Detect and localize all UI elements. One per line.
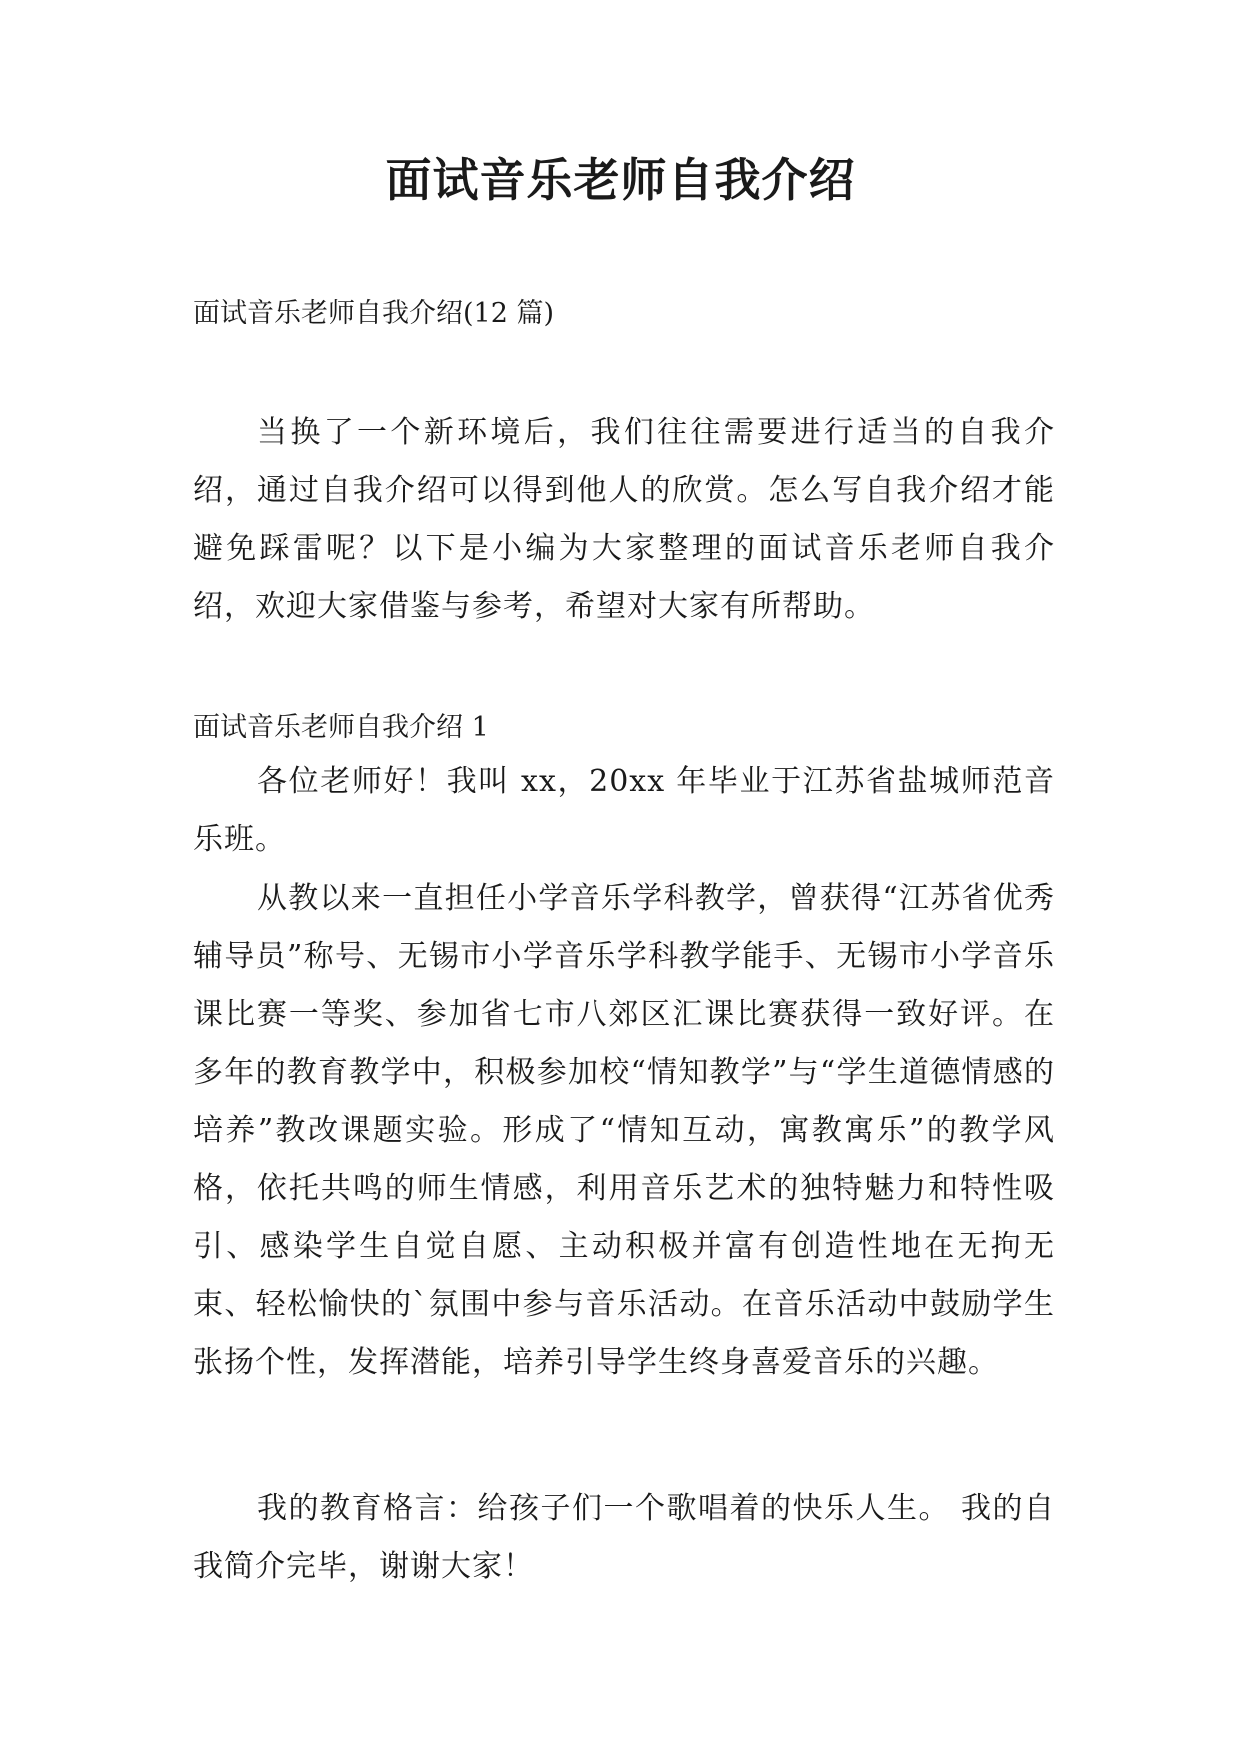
body-paragraph: 我的教育格言：给孩子们一个歌唱着的快乐人生。 我的自我简介完毕，谢谢大家！ bbox=[193, 1491, 1055, 1584]
section-heading: 面试音乐老师自我介绍 1 bbox=[193, 712, 489, 743]
body-paragraph: 从教以来一直担任小学音乐学科教学，曾获得“江苏省优秀辅导员”称号、无锡市小学音乐学科教学能手、无锡市小学音乐课比赛一等奖、参加省七市八郊区汇课比赛获得一致好评。在多年的教育教学中，积极参加校“情知教学”与“学生道德情感的培养”教改课题实验。形成了“情知互动，寓教寓乐”的教学风格，依托共鸣的师生情感，利用音乐艺术的独特魅力和特性吸引、感染学生自觉自愿、主动积极并富有创造性地在无拘无束、轻松愉快的`氛围中参与音乐活动。在音乐活动中鼓励学生张扬个性，发挥潜能，培养引导学生终身喜爱音乐的兴趣。 bbox=[193, 881, 1055, 1380]
document-title: 面试音乐老师自我介绍 bbox=[385, 153, 856, 207]
intro-paragraph: 当换了一个新环境后，我们往往需要进行适当的自我介绍，通过自我介绍可以得到他人的欣赏。怎么写自我介绍才能避免踩雷呢？以下是小编为大家整理的面试音乐老师自我介绍，欢迎大家借鉴与参考，希望对大家有所帮助。 bbox=[193, 415, 1055, 624]
document-subtitle: 面试音乐老师自我介绍(12 篇) bbox=[193, 298, 555, 329]
body-paragraph: 各位老师好！我叫 xx，20xx 年毕业于江苏省盐城师范音乐班。 bbox=[193, 764, 1055, 857]
